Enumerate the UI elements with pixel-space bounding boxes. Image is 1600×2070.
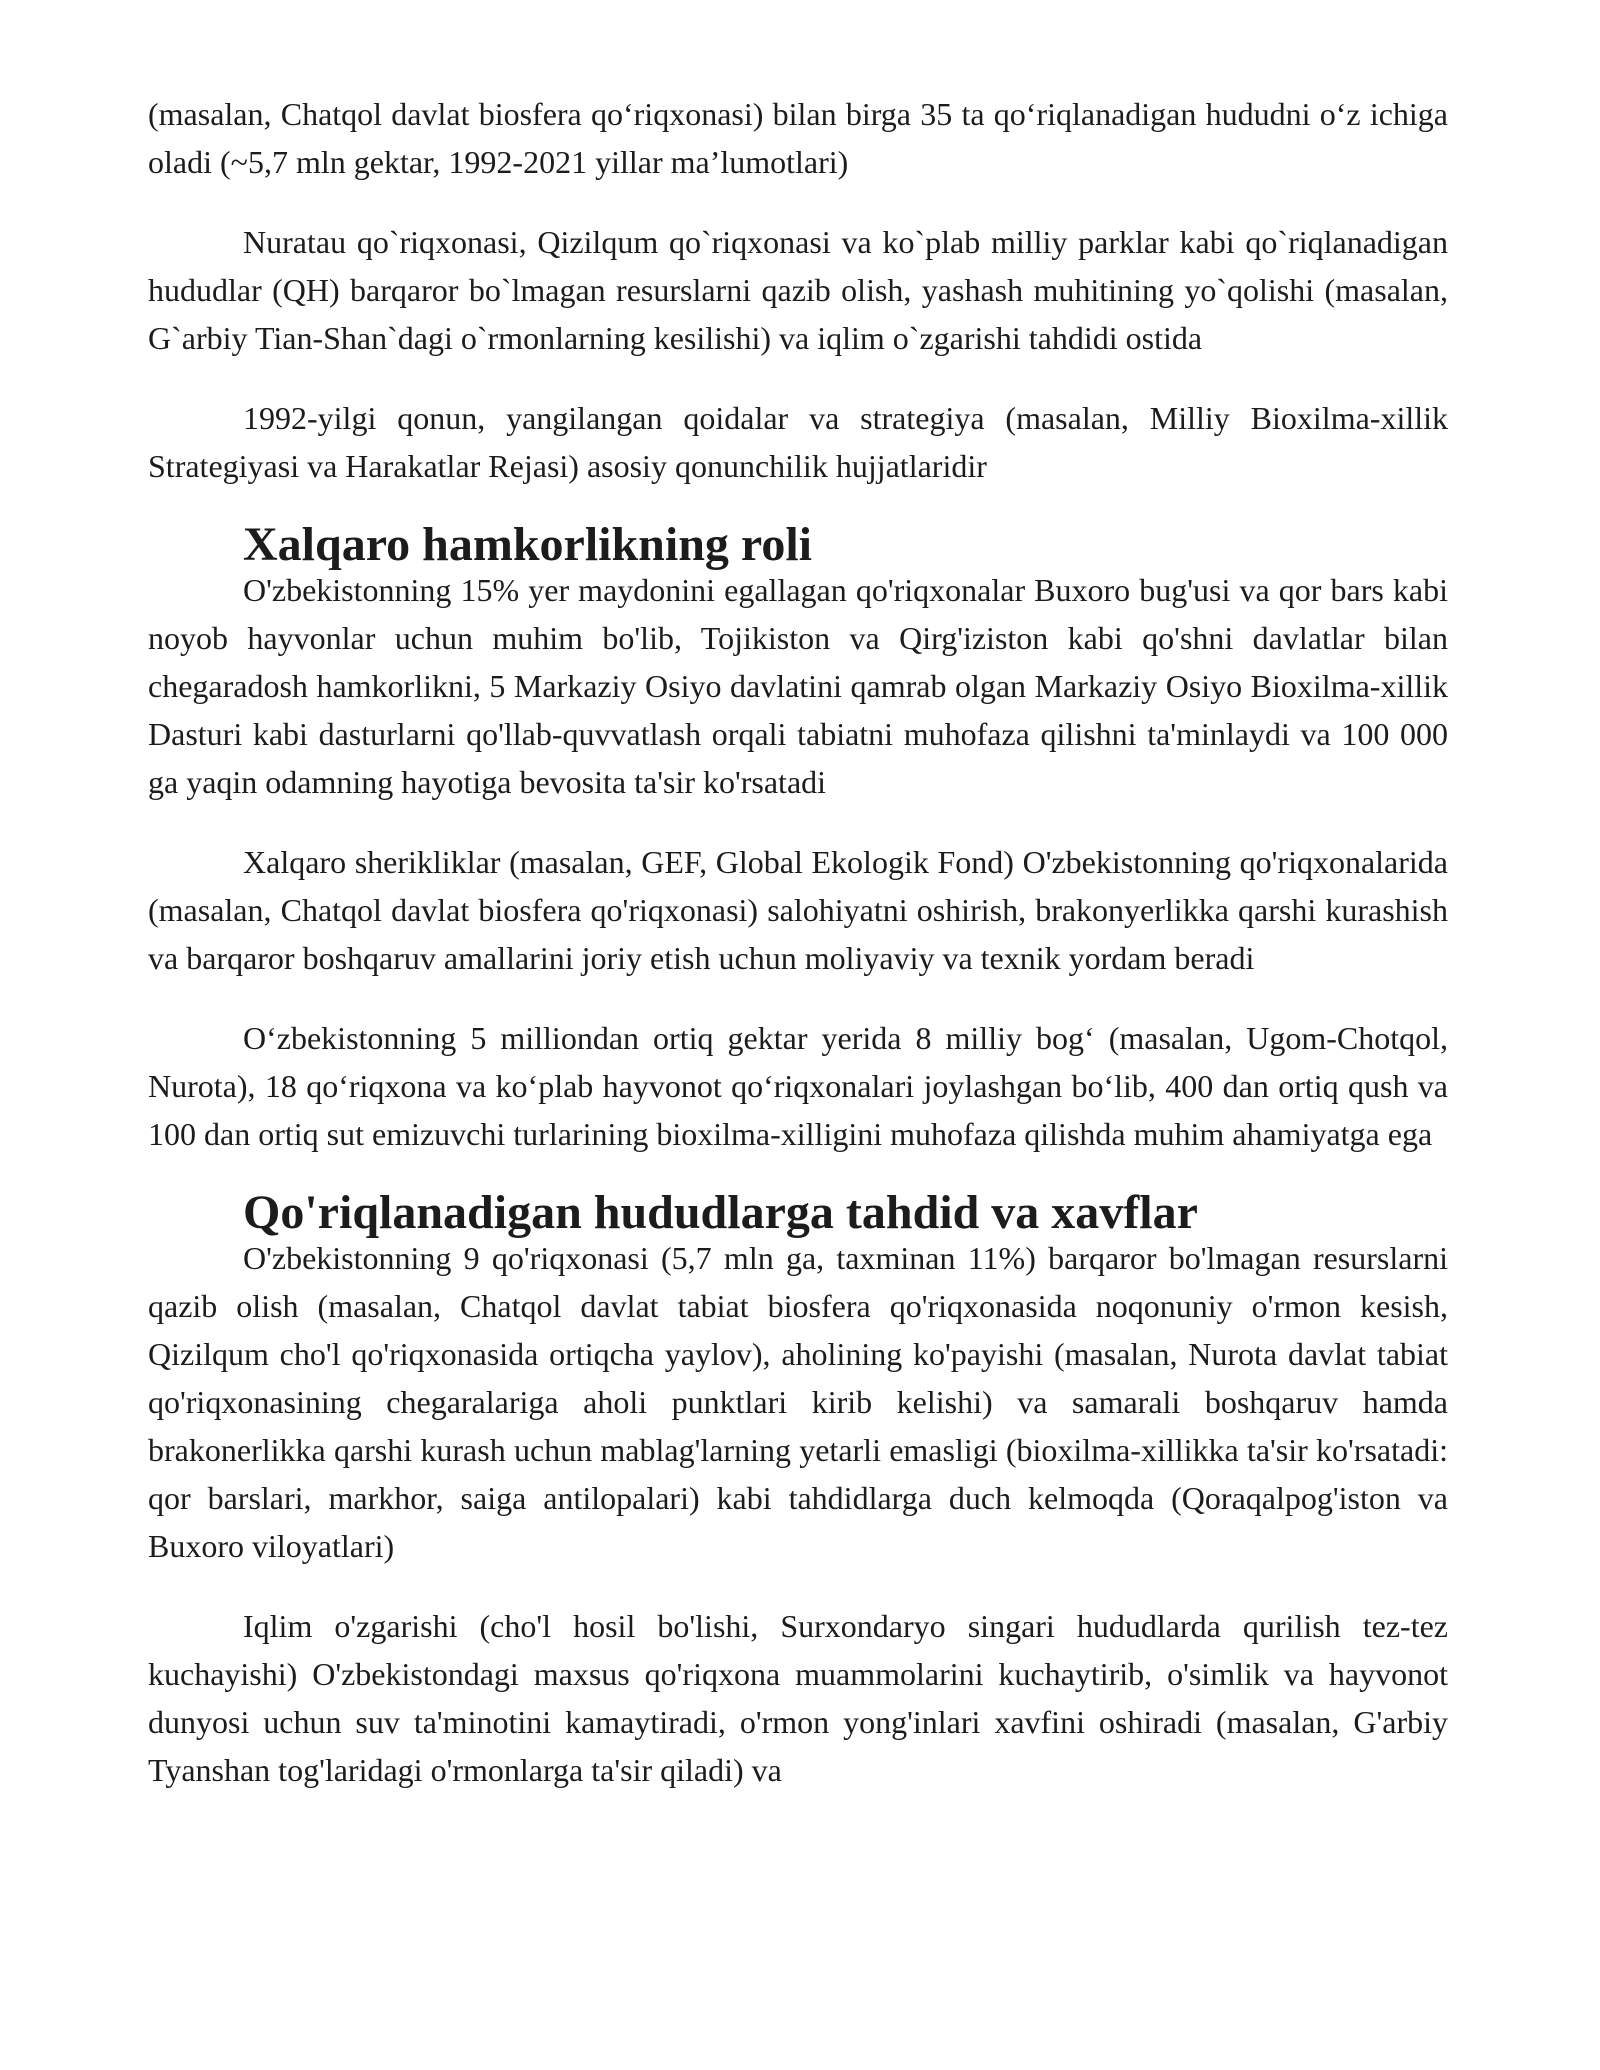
section-heading-threats-and-risks: Qo'riqlanadigan hududlarga tahdid va xavflar bbox=[243, 1186, 1198, 1239]
paragraph-continuation: (masalan, Chatqol davlat biosfera qo‘riqxonasi) bilan birga 35 ta qo‘riqlanadigan hududni o‘z ichiga oladi (~5,7 mln gektar, 1992-2021 yillar ma’lumotlari) bbox=[148, 96, 1448, 180]
paragraph-legislation: 1992-yilgi qonun, yangilangan qoidalar va strategiya (masalan, Milliy Bioxilma-xillik Strategiyasi va Harakatlar Rejasi) asosiy qonunchilik hujjatlaridir bbox=[148, 400, 1448, 484]
paragraph-protected-areas-threats: Nuratau qo`riqxonasi, Qizilqum qo`riqxonasi va ko`plab milliy parklar kabi qo`riqlanadigan hududlar (QH) barqaror bo`lmagan resurslarni qazib olish, yashash muhitining yo`qolishi (masalan, G`arbiy Tian-Shan`dagi o`rmonlarning kesilishi) va iqlim o`zgarishi tahdidi ostida bbox=[148, 224, 1448, 356]
paragraph-national-parks: O‘zbekistonning 5 milliondan ortiq gektar yerida 8 milliy bog‘ (masalan, Ugom-Chotqol, Nurota), 18 qo‘riqxona va ko‘plab hayvonot qo‘riqxonalari joylashgan bo‘lib, 400 dan ortiq qush va 100 dan ortiq sut emizuvchi turlarining bioxilma-xilligini muhofaza qilishda muhim ahamiyatga ega bbox=[148, 1020, 1448, 1152]
paragraph-reserve-threats: O'zbekistonning 9 qo'riqxonasi (5,7 mln ga, taxminan 11%) barqaror bo'lmagan resurslarni qazib olish (masalan, Chatqol davlat tabiat biosfera qo'riqxonasida noqonuniy o'rmon kesish, Qizilqum cho'l qo'riqxonasida ortiqcha yaylov), aholining ko'payishi (masalan, Nurota davlat tabiat qo'riqxonasining chegaralariga aholi punktlari kirib kelishi) va samarali boshqaruv hamda brakonerlikka qarshi kurash uchun mablag'larning yetarli emasligi (bioxilma-xillikka ta'sir ko'rsatadi: qor barslari, markhor, saiga antilopalari) kabi tahdidlarga duch kelmoqda (Qoraqalpog'iston va Buxoro viloyatlari) bbox=[148, 1240, 1448, 1564]
paragraph-reserves-cooperation: O'zbekistonning 15% yer maydonini egallagan qo'riqxonalar Buxoro bug'usi va qor bars kabi noyob hayvonlar uchun muhim bo'lib, Tojikiston va Qirg'iziston kabi qo'shni davlatlar bilan chegaradosh hamkorlikni, 5 Markaziy Osiyo davlatini qamrab olgan Markaziy Osiyo Bioxilma-xillik Dasturi kabi dasturlarni qo'llab-quvvatlash orqali tabiatni muhofaza qilishni ta'minlaydi va 100 000 ga yaqin odamning hayotiga bevosita ta'sir ko'rsatadi bbox=[148, 572, 1448, 800]
section-heading-international-cooperation: Xalqaro hamkorlikning roli bbox=[243, 518, 813, 571]
paragraph-international-partnerships: Xalqaro sherikliklar (masalan, GEF, Global Ekologik Fond) O'zbekistonning qo'riqxonalarida (masalan, Chatqol davlat biosfera qo'riqxonasi) salohiyatni oshirish, brakonyerlikka qarshi kurashish va barqaror boshqaruv amallarini joriy etish uchun moliyaviy va texnik yordam beradi bbox=[148, 844, 1448, 976]
document-page bbox=[148, 90, 1448, 1794]
paragraph-climate-change: Iqlim o'zgarishi (cho'l hosil bo'lishi, Surxondaryo singari hududlarda qurilish tez-tez kuchayishi) O'zbekistondagi maxsus qo'riqxona muammolarini kuchaytirib, o'simlik va hayvonot dunyosi uchun suv ta'minotini kamaytiradi, o'rmon yong'inlari xavfini oshiradi (masalan, G'arbiy Tyanshan tog'laridagi o'rmonlarga ta'sir qiladi) va bbox=[148, 1608, 1448, 1788]
